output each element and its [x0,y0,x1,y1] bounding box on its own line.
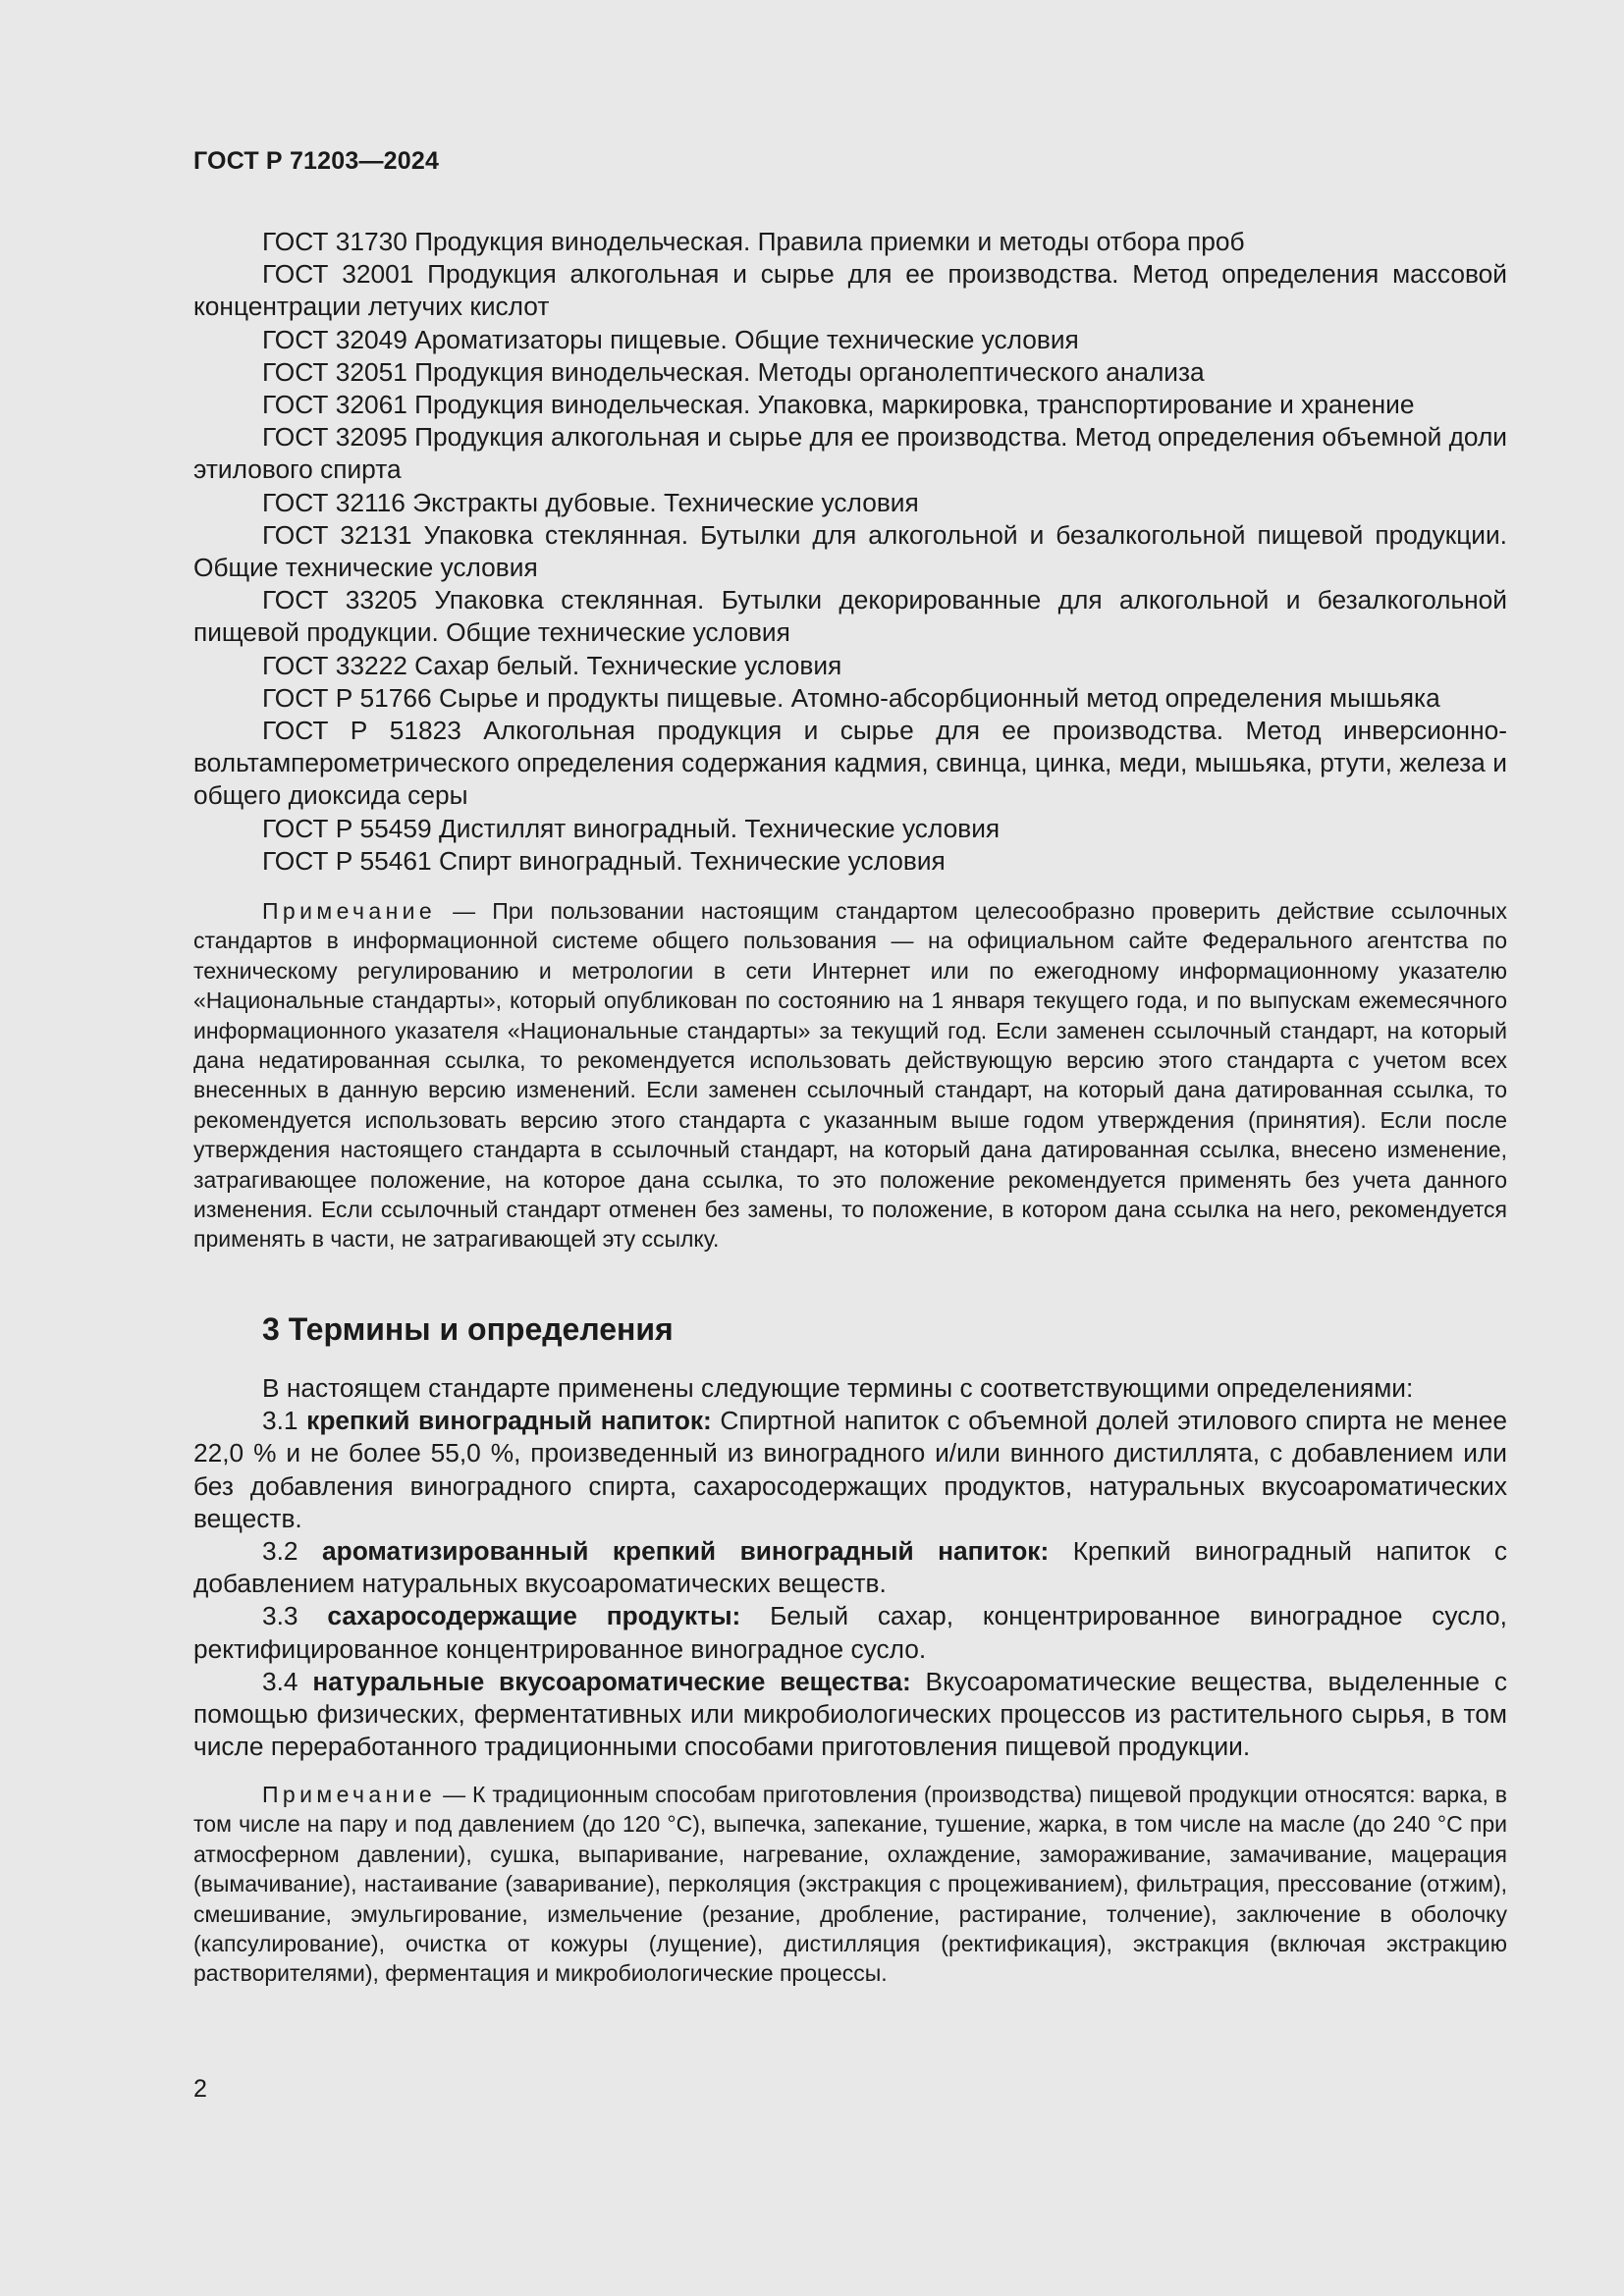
term-name: натуральные вкусоароматические вещества: [312,1666,911,1696]
term-number: 3.1 [262,1406,307,1436]
reference-item: ГОСТ 32051 Продукция винодельческая. Методы органолептического анализа [262,356,1205,387]
term-name: сахаросодержащие продукты: [327,1601,741,1631]
reference-item: ГОСТ Р 55459 Дистиллят виноградный. Технические условия [262,813,1001,843]
reference-item: ГОСТ 32116 Экстракты дубовые. Технические условия [262,487,919,517]
reference-item: ГОСТ 32049 Ароматизаторы пищевые. Общие технические условия [262,324,1079,354]
term-definition: Белый сахар, концентрированное виноградное сусло, ректифицированное концентрированное виноградное сусло. [193,1601,1507,1664]
term-definition: Крепкий виноградный напиток с добавлением натуральных вкусоароматических веществ. [193,1536,1507,1599]
note-text: — К традиционным способам приготовления (производства) пищевой продукции относятся: варка, в том числе на пару и под давлением (до 120 °С), выпечка, запекание, тушение, жарка, в том числе на масле (до 240 °С при атмосферном давлении), сушка, выпаривание, нагревание, охлаждение, замораживание, замачивание, мацерация (вымачивание), настаивание (заваривание), перколяция (экстракция с процеживанием), фильтрация, прессование (отжим), смешивание, эмульгирование, измельчение (резание, дробление, растирание, толчение), заключение в оболочку (капсулирование), очистка от кожуры (лущение), дистилляция (ректификация), экстракция (включая экстракцию растворителями), ферментация и микробиологические процессы. [193,1782,1507,1987]
reference-item: ГОСТ Р 51766 Сырье и продукты пищевые. Атомно-абсорбционный метод определения мышьяка [262,682,1440,713]
term-name: крепкий виноградный напиток: [306,1406,712,1436]
term-entry [193,1666,1507,1764]
term-number: 3.4 [262,1666,313,1696]
reference-item: ГОСТ 33222 Сахар белый. Технические условия [262,650,842,680]
page-number: 2 [193,2075,207,2103]
term-entry [193,1405,1507,1535]
note-text: — При пользовании настоящим стандартом целесообразно проверить действие ссылочных стандартов в информационной системе общего пользования — на официальном сайте Федерального агентства по техническому регулированию и метрологии в сети Интернет или по ежегодному информационному указателю «Национальные стандарты», который опубликован по состоянию на 1 января текущего года, и по выпускам ежемесячного информационного указателя «Национальные стандарты» за текущий год. Если заменен ссылочный стандарт, на который дана недатированная ссылка, то рекомендуется использовать действующую версию этого стандарта с учетом всех внесенных в данную версию изменений. Если заменен ссылочный стандарт, на который дана датированная ссылка, то рекомендуется использовать версию этого стандарта с указанным выше годом утверждения (принятия). Если после утверждения настоящего стандарта в ссылочный стандарт, на который дана датированная ссылка, внесено изменение, затрагивающее положение, на которое дана ссылка, то это положение рекомендуется применять без учета данного изменения. Если ссылочный стандарт отменен без замены, то положение, в котором дана ссылка на него, рекомендуется применять в части, не затрагивающей эту ссылку. [193,898,1507,1253]
reference-item: ГОСТ Р 51823 Алкогольная продукция и сырье для ее производства. Метод инверсионно-вольтамперометрического определения содержания кадмия, свинца, цинка, меди, мышьяка, ртути, железа и общего диоксида серы [193,716,1507,811]
term-number: 3.2 [262,1536,323,1567]
term-definition: Спиртной напиток с объемной долей этилового спирта не менее 22,0 % и не более 55,0 %, произведенный из виноградного и/или винного дистиллята, с добавлением или без добавления виноградного спирта, сахаросодержащих продуктов, натуральных вкусоароматических веществ. [193,1406,1507,1533]
note-label: Примечание [262,1782,437,1807]
term-entry [193,1535,1507,1600]
reference-item: ГОСТ 31730 Продукция винодельческая. Правила приемки и методы отбора проб [262,227,1245,256]
term-entry [193,1600,1507,1665]
term-number: 3.3 [262,1601,328,1631]
reference-item: ГОСТ 32001 Продукция алкогольная и сырье для ее производства. Метод определения массовой концентрации летучих кислот [193,259,1507,322]
note-label: Примечание [262,898,437,924]
terms-note [193,1780,1507,1989]
terms-intro: В настоящем стандарте применены следующие термины с соответствующими определениями: [262,1373,1414,1403]
reference-item: ГОСТ 32061 Продукция винодельческая. Упаковка, маркировка, транспортирование и хранение [262,390,1415,420]
reference-item: ГОСТ Р 55461 Спирт виноградный. Технические условия [262,845,946,876]
document-code-header: ГОСТ Р 71203—2024 [193,147,440,175]
normative-references-list [193,226,1507,878]
term-definition: Вкусоароматические вещества, выделенные с помощью физических, ферментативных или микробиологических процессов из растительного сырья, в том числе переработанного традиционными способами приготовления пищевой продукции. [193,1666,1507,1762]
reference-item: ГОСТ 32131 Упаковка стеклянная. Бутылки для алкогольной и безалкогольной пищевой продукции. Общие технические условия [193,519,1507,583]
term-name: ароматизированный крепкий виноградный напиток: [322,1536,1050,1567]
reference-item: ГОСТ 32095 Продукция алкогольная и сырье для ее производства. Метод определения объемной доли этилового спирта [193,422,1507,485]
references-note [193,896,1507,1255]
terms-definitions [193,1372,1507,1763]
reference-item: ГОСТ 33205 Упаковка стеклянная. Бутылки декорированные для алкогольной и безалкогольной пищевой продукции. Общие технические условия [193,585,1507,648]
section-title: 3 Термины и определения [262,1311,674,1347]
